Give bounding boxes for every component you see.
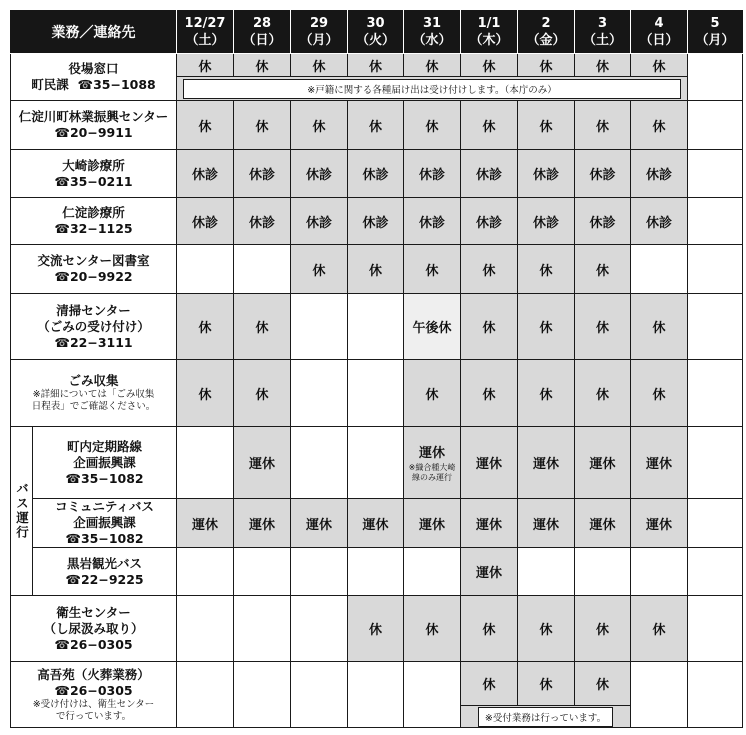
status-cell-empty [688, 54, 743, 101]
status-cell: 休 [461, 245, 518, 294]
status-cell-empty [688, 101, 743, 150]
status-cell: 休 [631, 101, 688, 150]
status-cell: 休診 [348, 150, 404, 198]
status-cell: 休 [404, 54, 461, 77]
service-ringyo: 仁淀川町林業振興センター ☎20−9911 [11, 101, 177, 150]
status-cell-empty [348, 548, 404, 596]
status-cell: 休 [461, 596, 518, 662]
header-date: 12/27 （土） [177, 11, 234, 54]
header-date: 4 （日） [631, 11, 688, 54]
status-cell-empty [234, 662, 291, 728]
status-cell-empty [688, 499, 743, 548]
status-cell: 休診 [234, 150, 291, 198]
status-cell: 運休 [461, 499, 518, 548]
status-cell: 休診 [631, 150, 688, 198]
status-cell-empty [688, 596, 743, 662]
yakuba-note: ※戸籍に関する各種届け出は受け付けします。（本庁のみ） [183, 79, 681, 99]
status-cell: 休 [575, 596, 631, 662]
status-cell: 休診 [461, 198, 518, 245]
service-kuroiwa: 黒岩観光バス ☎22−9225 [33, 548, 177, 596]
header-date: 28 （日） [234, 11, 291, 54]
status-cell: 休 [518, 360, 575, 427]
header-title: 業務／連絡先 [11, 11, 177, 54]
status-cell: 運休 [234, 499, 291, 548]
status-cell: 休診 [177, 198, 234, 245]
status-cell-empty [177, 548, 234, 596]
status-cell: 休 [518, 596, 575, 662]
status-cell: 休 [291, 101, 348, 150]
status-cell: 休 [404, 101, 461, 150]
status-cell: 運休 [575, 499, 631, 548]
status-cell-empty [688, 245, 743, 294]
table-row [11, 596, 743, 662]
service-community: コミュニティバス 企画振興課 ☎35−1082 [33, 499, 177, 548]
header-date: 31 （水） [404, 11, 461, 54]
status-cell-empty [688, 294, 743, 360]
table-row [11, 245, 743, 294]
service-kogoen: 高吾苑（火葬業務） ☎26−0305 ※受け付けは、衛生センター で行っています。 [11, 662, 177, 728]
status-cell: 休診 [575, 198, 631, 245]
status-cell: 休 [631, 596, 688, 662]
status-cell: 運休 [348, 499, 404, 548]
status-cell-empty [177, 427, 234, 499]
status-cell: 運休 [461, 427, 518, 499]
status-cell-empty [348, 662, 404, 728]
status-cell: 休 [348, 101, 404, 150]
status-cell-empty [688, 662, 743, 728]
yakuba-note-cell [177, 77, 688, 101]
service-niyodo: 仁淀診療所 ☎32−1125 [11, 198, 177, 245]
status-cell: 休 [291, 245, 348, 294]
table-row [11, 294, 743, 360]
status-cell-empty [177, 596, 234, 662]
status-cell: 休診 [348, 198, 404, 245]
table-row [11, 548, 743, 596]
status-cell: 休 [461, 101, 518, 150]
status-cell-empty [348, 294, 404, 360]
status-cell-empty [234, 548, 291, 596]
service-gomi: ごみ収集 ※詳細については「ごみ収集 日程表」でご確認ください。 [11, 360, 177, 427]
status-cell: 休診 [518, 150, 575, 198]
status-cell: 休 [404, 245, 461, 294]
status-cell-empty [291, 662, 348, 728]
status-cell-empty [177, 245, 234, 294]
status-cell: 休 [461, 662, 518, 706]
status-cell: 休 [234, 101, 291, 150]
status-cell: 休診 [631, 198, 688, 245]
status-cell-empty [177, 662, 234, 728]
status-cell: 休 [518, 101, 575, 150]
status-cell: 休 [404, 596, 461, 662]
status-cell: 休診 [575, 150, 631, 198]
status-cell: 休 [575, 662, 631, 706]
status-cell: 休 [177, 360, 234, 427]
status-cell: 休 [177, 294, 234, 360]
status-cell-empty [348, 360, 404, 427]
table-row [11, 198, 743, 245]
header-date: 30 （火） [348, 11, 404, 54]
status-cell: 休 [518, 294, 575, 360]
status-cell: 休 [234, 360, 291, 427]
table-row [11, 360, 743, 427]
status-cell-empty [291, 548, 348, 596]
status-cell-empty [291, 294, 348, 360]
status-cell-empty [404, 662, 461, 728]
status-cell-empty [575, 548, 631, 596]
status-cell: 休 [234, 294, 291, 360]
status-cell: 休 [575, 294, 631, 360]
status-cell: 休 [575, 54, 631, 77]
service-yakuba: 役場窓口 町民課 ☎35−1088 [11, 54, 177, 101]
status-cell: 休 [461, 294, 518, 360]
status-cell-partial: 運休 ※織合種大崎 線のみ運行 [404, 427, 461, 499]
status-cell: 休 [575, 360, 631, 427]
status-cell: 運休 [404, 499, 461, 548]
status-cell: 休診 [291, 198, 348, 245]
header-date: 29 （月） [291, 11, 348, 54]
status-cell-empty [688, 360, 743, 427]
status-cell: 休診 [177, 150, 234, 198]
bus-group-label: バス運行 [11, 427, 33, 596]
status-cell-empty [688, 150, 743, 198]
status-cell: 運休 [518, 499, 575, 548]
status-cell: 休 [177, 54, 234, 77]
header-row [11, 11, 743, 54]
table-row [11, 150, 743, 198]
status-cell-empty [688, 548, 743, 596]
table-row [11, 662, 743, 706]
status-cell: 運休 [461, 548, 518, 596]
status-cell: 休 [631, 360, 688, 427]
status-cell: 休 [518, 662, 575, 706]
status-cell-empty [291, 360, 348, 427]
status-cell-empty [518, 548, 575, 596]
status-cell: 休 [518, 245, 575, 294]
service-teiki: 町内定期路線 企画振興課 ☎35−1082 [33, 427, 177, 499]
status-cell-empty [234, 245, 291, 294]
kogoen-note-cell [461, 706, 631, 728]
holiday-schedule-table [10, 10, 743, 728]
status-cell: 休診 [234, 198, 291, 245]
status-cell: 休診 [291, 150, 348, 198]
status-cell: 休 [177, 101, 234, 150]
service-library: 交流センター図書室 ☎20−9922 [11, 245, 177, 294]
table-row [11, 101, 743, 150]
status-cell: 休 [291, 54, 348, 77]
status-cell: 休 [234, 54, 291, 77]
service-seiso: 清掃センター （ごみの受け付け） ☎22−3111 [11, 294, 177, 360]
status-cell-empty [291, 596, 348, 662]
status-cell: 休 [348, 54, 404, 77]
kogoen-note: ※受付業務は行っています。 [478, 707, 613, 727]
status-cell: 休 [461, 360, 518, 427]
service-eisei: 衛生センター （し尿汲み取り） ☎26−0305 [11, 596, 177, 662]
table-row [11, 54, 743, 77]
status-cell: 午後休 [404, 294, 461, 360]
status-cell-empty [631, 662, 688, 728]
header-date: 2 （金） [518, 11, 575, 54]
status-cell-empty [291, 427, 348, 499]
status-cell: 運休 [631, 427, 688, 499]
status-cell: 休 [631, 294, 688, 360]
status-cell-empty [631, 245, 688, 294]
status-cell: 休診 [404, 198, 461, 245]
status-cell: 運休 [177, 499, 234, 548]
status-cell: 休診 [461, 150, 518, 198]
header-date: 3 （土） [575, 11, 631, 54]
header-date: 1/1 （木） [461, 11, 518, 54]
status-cell-empty [688, 427, 743, 499]
status-cell: 運休 [631, 499, 688, 548]
status-cell-empty [404, 548, 461, 596]
status-cell-empty [631, 548, 688, 596]
status-cell: 運休 [575, 427, 631, 499]
status-cell: 休 [348, 596, 404, 662]
status-cell: 休 [461, 54, 518, 77]
status-cell: 休診 [518, 198, 575, 245]
status-cell: 休 [631, 54, 688, 77]
status-cell: 休診 [404, 150, 461, 198]
header-date: 5 （月） [688, 11, 743, 54]
status-cell: 休 [404, 360, 461, 427]
service-osaki: 大崎診療所 ☎35−0211 [11, 150, 177, 198]
status-cell: 運休 [234, 427, 291, 499]
table-row [11, 427, 743, 499]
status-cell: 休 [575, 101, 631, 150]
status-cell: 運休 [291, 499, 348, 548]
status-cell: 休 [575, 245, 631, 294]
status-cell: 休 [348, 245, 404, 294]
table-row [11, 499, 743, 548]
status-cell-empty [348, 427, 404, 499]
status-cell: 運休 [518, 427, 575, 499]
status-cell: 休 [518, 54, 575, 77]
status-cell-empty [688, 198, 743, 245]
status-cell-empty [234, 596, 291, 662]
